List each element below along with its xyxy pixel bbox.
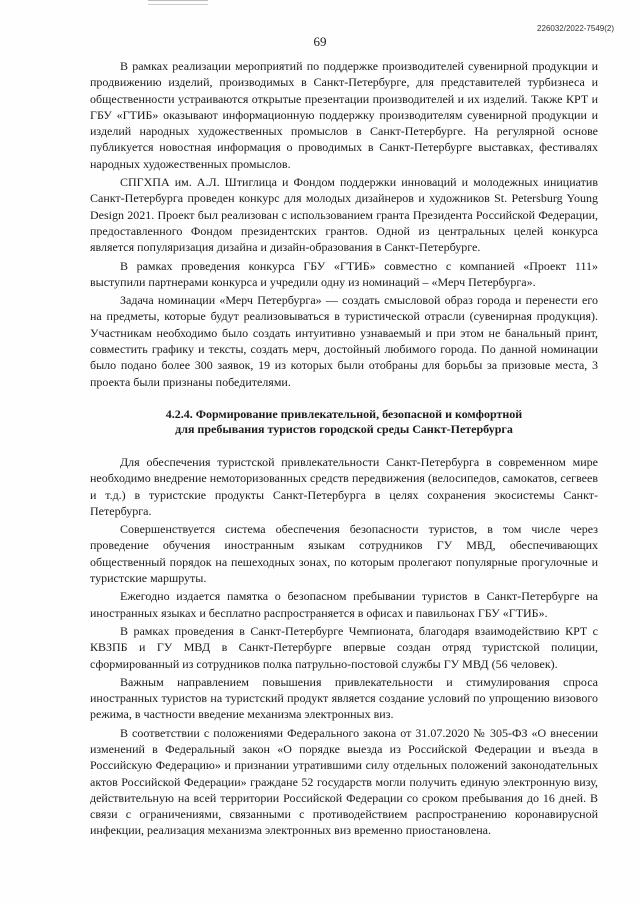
paragraph: СПГХПА им. А.Л. Штиглица и Фондом поддержки инноваций и молодежных инициатив Санкт-Петербурга проведен конкурс для молодых дизайнеров и художников St. Petersburg Young Design 2021. Проект был реализован с использованием гранта Президента Российской Федерации, предоставленного Фондом президентских грантов. Одной из центральных целей конкурса является популяризация дизайна и дизайн-образования в Санкт-Петербурге. (90, 175, 598, 255)
document-id: 226032/2022-7549(2) (537, 24, 614, 33)
paragraph: Совершенствуется система обеспечения безопасности туристов, в том числе через проведение обучения иностранным языкам сотрудников ГУ МВД, обеспечивающих общественный порядок на пешеходных зонах, по которым пролегают популярные прогулочные и туристские маршруты. (90, 522, 598, 586)
page-number: 69 (313, 34, 327, 49)
document-body (90, 58, 598, 841)
scan-artifact (148, 0, 208, 5)
paragraph: В рамках проведения в Санкт-Петербурге Чемпионата, благодаря взаимодействию КРТ с КВЗПБ и ГУ МВД в Санкт-Петербурге впервые создан отряд туристской полиции, сформированный из сотрудников полка патрульно-постовой службы ГУ МВД (56 человек). (90, 623, 598, 671)
paragraph: В соответствии с положениями Федерального закона от 31.07.2020 № 305-ФЗ «О внесении изменений в Федеральный закон «О порядке выезда из Российской Федерации и въезда в Российскую Федерацию» и признании утратившими силу отдельных положений законодательных актов Российской Федерации» граждане 52 государств могли получить единую электронную визу, действительную на всей территории Российской Федерации со сроком пребывания до 16 дней. В связи с ограничениями, связанными с противодействием распространению коронавирусной инфекции, реализация механизма электронных виз временно приостановлена. (90, 725, 598, 838)
paragraph: Ежегодно издается памятка о безопасном пребывании туристов в Санкт-Петербурге на иностранных языках и бесплатно распространяется в офисах и павильонах ГБУ «ГТИБ». (90, 589, 598, 620)
section-heading-line1: 4.2.4. Формирование привлекательной, безопасной и комфортной (165, 406, 523, 421)
paragraph: Важным направлением повышения привлекательности и стимулирования спроса иностранных туристов на туристский продукт является создание условий по упрощению визового режима, в частности введение механизма электронных виз. (90, 674, 598, 722)
section-heading (90, 407, 598, 437)
paragraph: В рамках проведения конкурса ГБУ «ГТИБ» совместно с компанией «Проект 111» выступили партнерами конкурса и учредили одну из номинаций – «Мерч Петербурга». (90, 258, 598, 289)
paragraph: В рамках реализации мероприятий по поддержке производителей сувенирной продукции и продвижению изделий, производимых в Санкт-Петербурге, для представителей турбизнеса и общественности устраиваются открытые презентации производителей и их изделий. Также КРТ и ГБУ «ГТИБ» оказывают информационную поддержку производителям сувенирной продукции и изделий народных художественных промыслов в Санкт-Петербурге. На регулярной основе публикуется новостная информация о проводимых в Санкт-Петербурге выставках, фестивалях народных художественных промыслов. (90, 59, 598, 171)
section-heading-line2: для пребывания туристов городской среды Санкт-Петербурга (175, 421, 513, 436)
paragraph: Для обеспечения туристской привлекательности Санкт-Петербурга в современном мире необходимо внедрение немоторизованных средств передвижения (велосипедов, самокатов, сегвеев и т.д.) в туристские продукты Санкт-Петербурга в целях сохранения экосистемы Санкт-Петербурга. (90, 454, 598, 518)
paragraph: Задача номинации «Мерч Петербурга» — создать смысловой образ города и перенести его на предметы, которые будут реализовываться в туристической отрасли (сувенирная продукция). Участникам необходимо было создать интуитивно узнаваемый и при этом не банальный принт, совместить графику и тексты, создать мерч, достойный любимого города. По данной номинации было подано более 300 заявок, 19 из которых были отобраны для борьбы за призовые места, 3 проекта были признаны победителями. (90, 293, 598, 389)
